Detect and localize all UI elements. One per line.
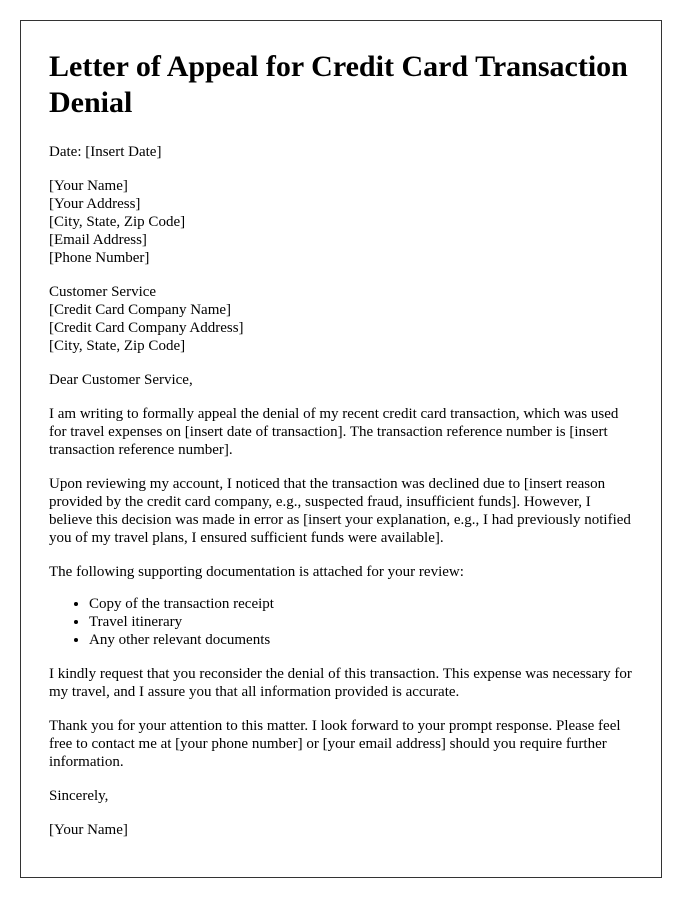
sender-phone: [Phone Number]	[49, 250, 150, 266]
recipient-company-name: [Credit Card Company Name]	[49, 302, 232, 318]
body-paragraph: Thank you for your attention to this matter. I look forward to your prompt response. Please feel free to contact me at [your phone number] or [your email address] should you require further information.	[49, 718, 621, 770]
list-item: • Any other relevant documents	[89, 631, 633, 649]
letter-title: Letter of Appeal for Credit Card Transaction Denial	[49, 50, 628, 119]
recipient-department: Customer Service	[49, 284, 157, 300]
body-paragraph: Upon reviewing my account, I noticed that the transaction was declined due to [insert reason provided by the credit card company, e.g., suspected fraud, insufficient funds]. However, I believe this decision was made in error as [insert your explanation, e.g., I had previously notified you of my travel plans, I ensured sufficient funds were available].	[49, 476, 631, 546]
body-paragraph: The following supporting documentation is attached for your review:	[49, 564, 464, 580]
list-item: • Copy of the transaction receipt	[89, 595, 633, 613]
recipient-address	[49, 283, 633, 355]
letter-page	[20, 20, 662, 878]
body-paragraph: I kindly request that you reconsider the denial of this transaction. This expense was necessary for my travel, and I assure you that all information provided is accurate.	[49, 666, 632, 700]
sender-address-line: [Your Address]	[49, 196, 141, 212]
sender-address	[49, 177, 633, 267]
documents-list	[49, 595, 633, 649]
recipient-company-address: [Credit Card Company Address]	[49, 320, 244, 336]
sender-email: [Email Address]	[49, 232, 147, 248]
signature-name: [Your Name]	[49, 822, 128, 838]
salutation: Dear Customer Service,	[49, 372, 193, 388]
sender-name: [Your Name]	[49, 178, 128, 194]
sign-off: Sincerely,	[49, 788, 109, 804]
recipient-city-state-zip: [City, State, Zip Code]	[49, 338, 186, 354]
date-line: Date: [Insert Date]	[49, 144, 162, 160]
sender-city-state-zip: [City, State, Zip Code]	[49, 214, 186, 230]
body-paragraph: I am writing to formally appeal the denial of my recent credit card transaction, which was used for travel expenses on [insert date of transaction]. The transaction reference number is [insert transaction reference number].	[49, 406, 619, 458]
list-item: • Travel itinerary	[89, 613, 633, 631]
